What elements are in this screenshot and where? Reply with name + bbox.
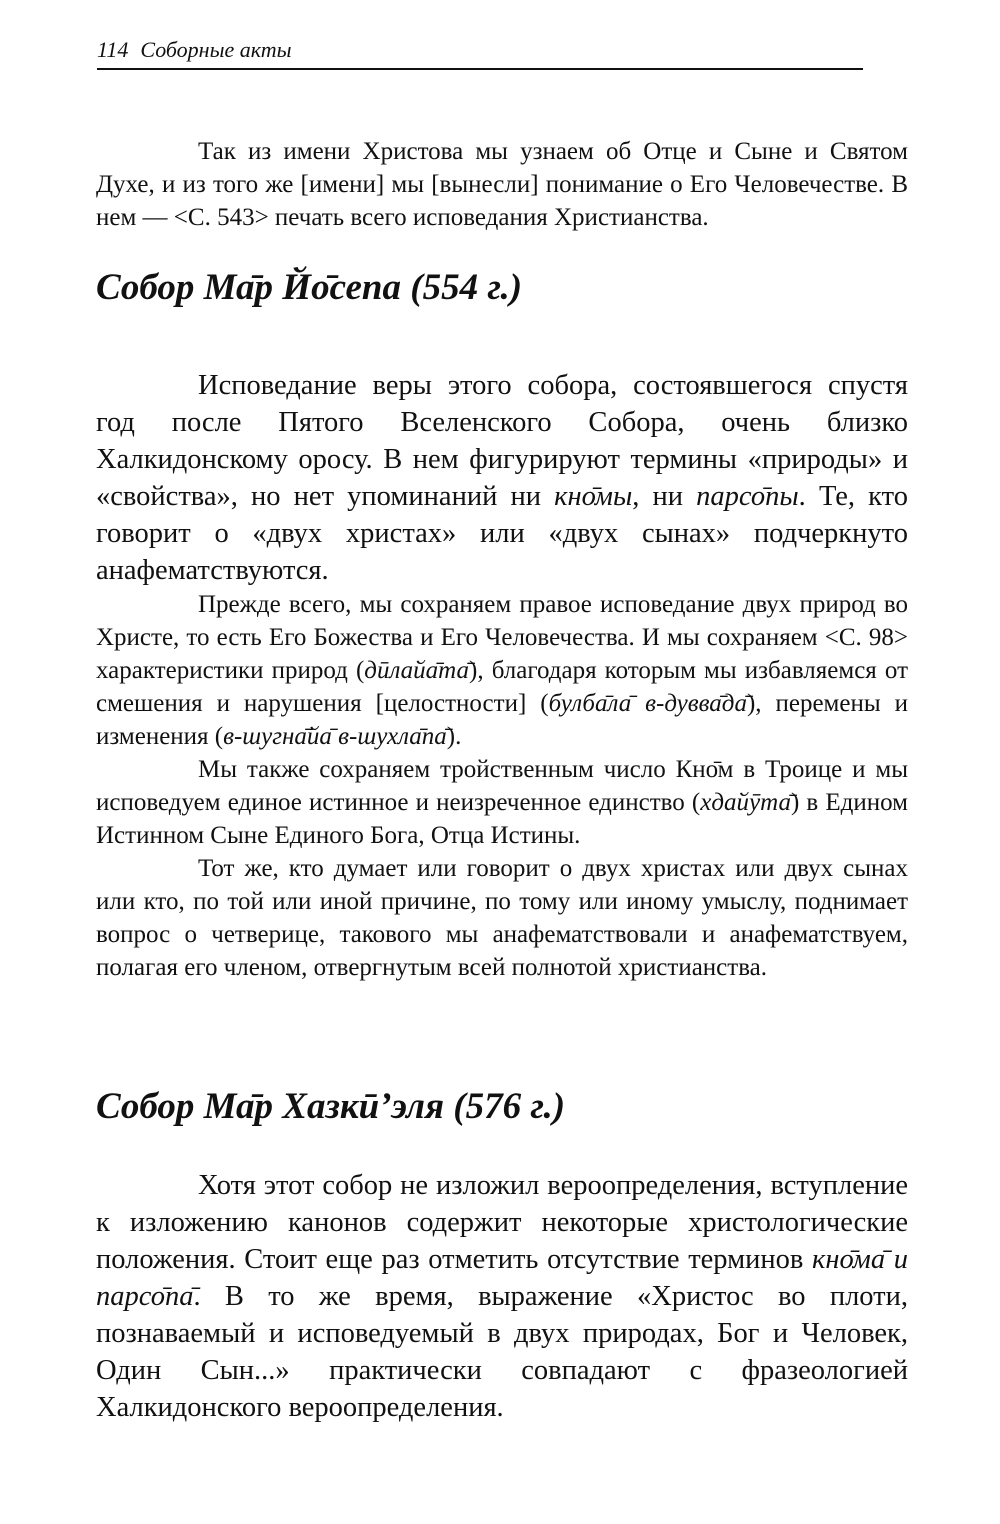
quote-paragraph-2: Мы также сохраняем тройственным число Кно̄м в Троице и мы исповедуем единое истинное и неизреченное единство (хдайӯта̄) в Едином Истинном Сыне Единого Бога, Отца Истины. <box>96 756 908 849</box>
term-knoma: кно̄мы <box>554 481 633 512</box>
quote-paragraph-3: Тот же, кто думает или говорит о двух христах или двух сынах или кто, по той или иной причине, по тому или иному умыслу, поднимает вопрос о четверице, такового мы анафематствовали и анафематствуем, полагая его членом, отвергнутым всей полнотой христианства. <box>96 855 908 981</box>
term-knoma-parsopa: кно̄ма̄ и парсо̄па̄ <box>96 1244 908 1312</box>
section-heading-mar-yosep: Собор Ма̄р Йо̄сепа (554 г.) <box>96 267 523 308</box>
term-hdayuta: хдайӯта̄ <box>700 789 791 816</box>
intro-block <box>96 135 908 234</box>
quote-paragraph-1: Прежде всего, мы сохраняем правое исповедание двух природ во Христе, то есть Его Божества и Его Человечества. И мы сохраняем <С. 98> характеристики природ (дӣлайа̄та̄), благодаря которым мы избавляемся от смешения и нарушения [целостности] (булба̄ла̄ в-дувва̄да̄), перемены и изменения (в-шугна̄йа̄ в-шухла̄па̄). <box>96 591 908 750</box>
section1-quote <box>96 588 908 984</box>
running-head-title: Соборные акты <box>140 37 292 62</box>
page-number: 114 <box>97 37 129 62</box>
term-parsopa: парсо̄пы <box>696 481 799 512</box>
term-shugnaya: в-шугна̄йа̄ в-шухла̄па̄ <box>223 723 447 750</box>
section2-summary <box>96 1167 908 1426</box>
term-dilayata: дӣлайа̄та̄ <box>364 657 470 684</box>
summary-paragraph: Исповедание веры этого собора, состоявшегося спустя год после Пятого Вселенского Собора, очень близко Халкидонскому оросу. В нем фигурируют термины «природы» и «свойства», но нет упоминаний ни кно̄мы, ни парсо̄пы. Те, кто говорит о «двух христах» или «двух сынах» подчеркнуто анафематствуются. <box>96 370 908 586</box>
running-head <box>97 38 863 70</box>
term-bulbala: булба̄ла̄ в-дувва̄да̄ <box>548 690 747 717</box>
intro-paragraph: Так из имени Христова мы узнаем об Отце и Сыне и Святом Духе, и из того же [имени] мы [вынесли] понимание о Его Человечестве. В нем — <С. 543> печать всего исповедания Христианства. <box>96 138 908 231</box>
summary-paragraph-2: Хотя этот собор не изложил вероопределения, вступление к изложению канонов содержит некоторые христологические положения. Стоит еще раз отметить отсутствие терминов кно̄ма̄ и парсо̄па̄. В то же время, выражение «Христос во плоти, познаваемый и исповедуемый в двух природах, Бог и Человек, Один Сын...» практически совпадают с фразеологией Халкидонского вероопределения. <box>96 1170 908 1423</box>
section-heading-mar-hazkiel: Собор Ма̄р Хазкӣ’эля (576 г.) <box>96 1086 566 1127</box>
section1-summary <box>96 367 908 589</box>
